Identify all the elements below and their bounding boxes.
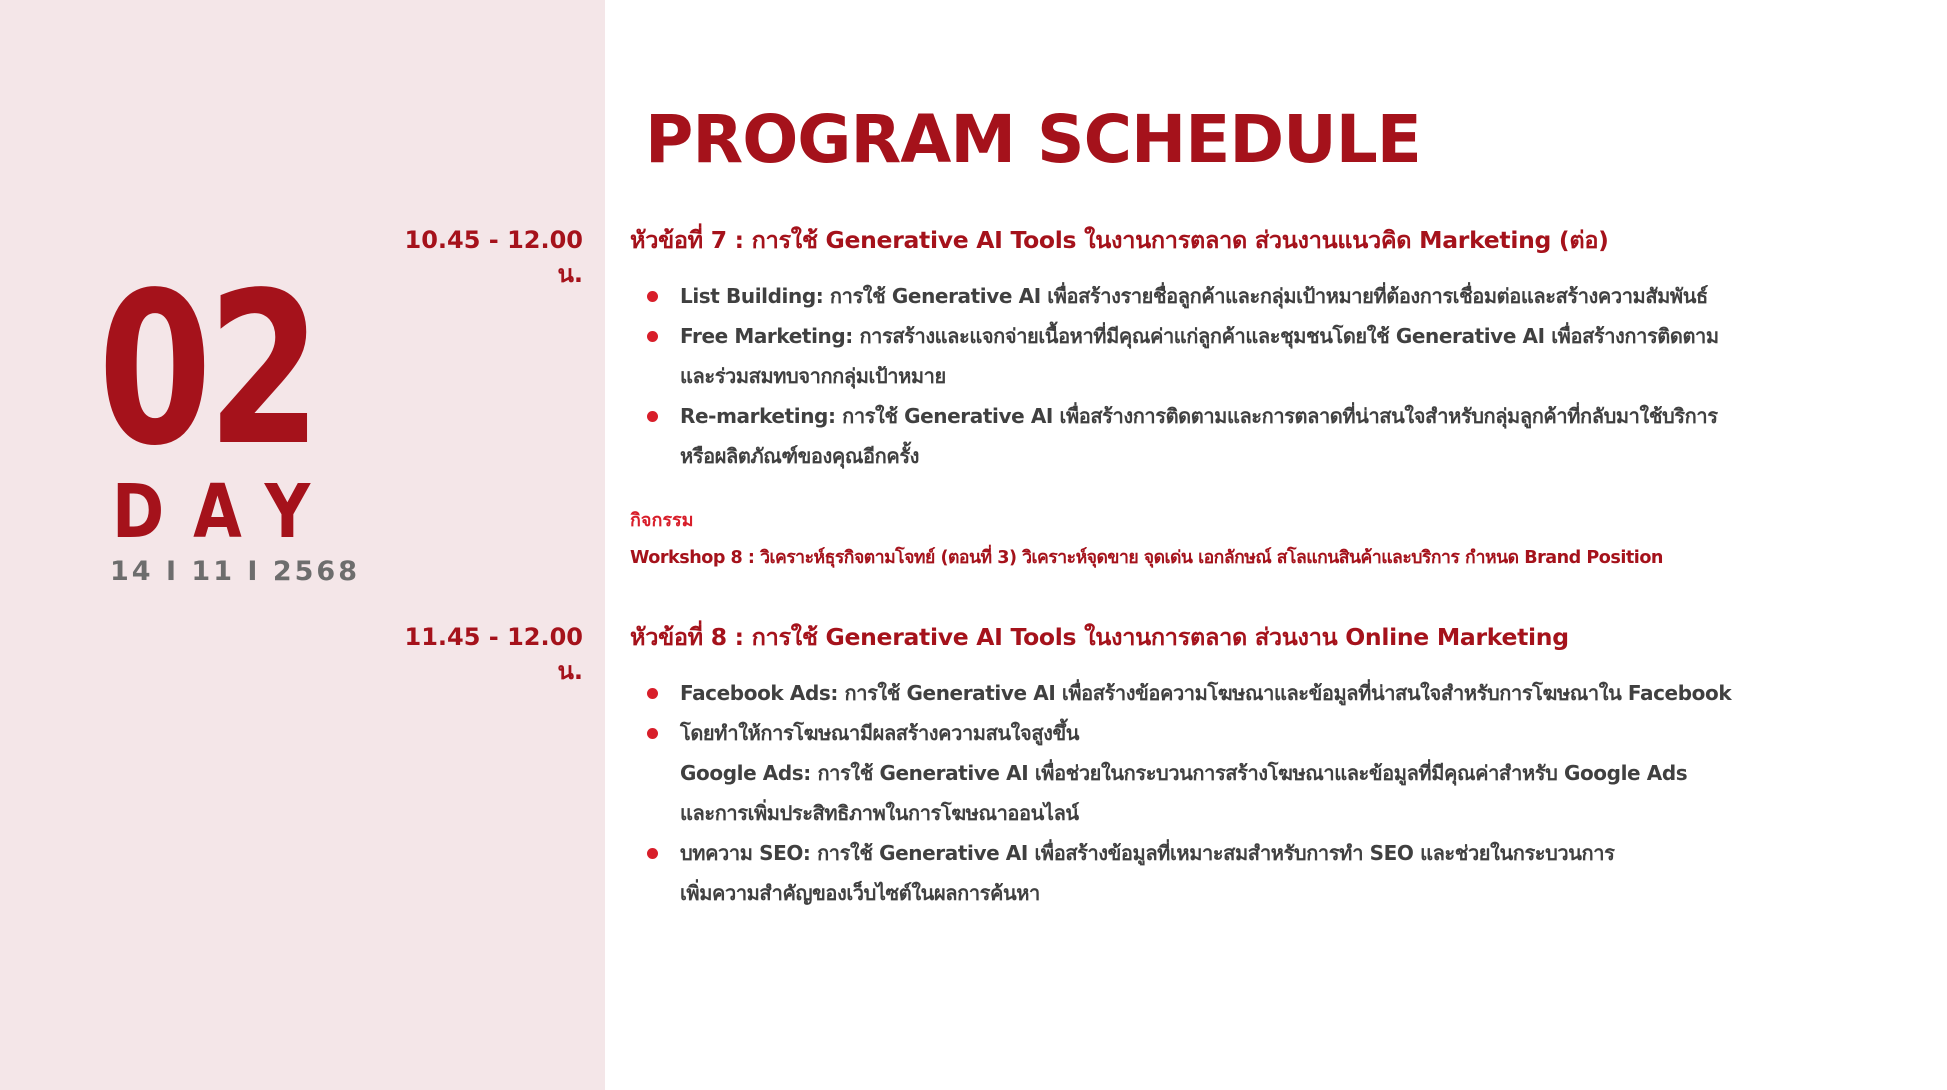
day-label: DAY	[112, 469, 340, 555]
bullet-text: Facebook Ads: การใช้ Generative AI เพื่อสร้างข้อความโฆษณาและข้อมูลที่น่าสนใจสำหรับการโฆษณาใน Facebook	[680, 681, 1732, 705]
session-bullet-list	[680, 276, 1719, 476]
session-bullet-list	[680, 673, 1731, 913]
bullet-text: โดยทำให้การโฆษณามีผลสร้างความสนใจสูงขึ้น	[680, 721, 1080, 745]
bullet-text: Re-marketing: การใช้ Generative AI เพื่อสร้างการติดตามและการตลาดที่น่าสนใจสำหรับกลุ่มลูกค้าที่กลับมาใช้บริการ	[680, 404, 1718, 428]
activity-label: กิจกรรม	[630, 510, 694, 531]
bullet-dot-icon	[647, 688, 658, 699]
bullet-item	[680, 276, 1719, 316]
bullet-text-continued: หรือผลิตภัณฑ์ของคุณอีกครั้ง	[680, 444, 920, 468]
bullet-dot-icon	[647, 848, 658, 859]
bullet-item	[680, 316, 1719, 396]
bullet-text: Free Marketing: การสร้างและแจกจ่ายเนื้อหาที่มีคุณค่าแก่ลูกค้าและชุมชนโดยใช้ Generative AI เพื่อสร้างการติดตาม	[680, 324, 1719, 348]
page-title: PROGRAM SCHEDULE	[645, 101, 1421, 178]
bullet-dot-icon	[647, 411, 658, 422]
bullet-item	[680, 833, 1731, 913]
day-number: 02	[98, 247, 317, 492]
bullet-text-continued: Google Ads: การใช้ Generative AI เพื่อช่วยในกระบวนการสร้างโฆษณาและข้อมูลที่มีคุณค่าสำหรับ Google Ads	[680, 761, 1688, 785]
bullet-text: List Building: การใช้ Generative AI เพื่อสร้างรายชื่อลูกค้าและกลุ่มเป้าหมายที่ต้องการเชื่อมต่อและสร้างความสัมพันธ์	[680, 284, 1708, 308]
bullet-text-continued: และการเพิ่มประสิทธิภาพในการโฆษณาออนไลน์	[680, 801, 1079, 825]
bullet-item	[680, 713, 1731, 833]
bullet-item	[680, 673, 1731, 713]
day-date: 14 I 11 I 2568	[110, 556, 360, 587]
session-time: 11.45 - 12.00 น.	[404, 623, 583, 685]
bullet-item	[680, 396, 1719, 476]
session-topic: หัวข้อที่ 7 : การใช้ Generative AI Tools ในงานการตลาด ส่วนงานแนวคิด Marketing (ต่อ)	[630, 226, 1609, 254]
bullet-dot-icon	[647, 291, 658, 302]
bullet-text-continued: เพิ่มความสำคัญของเว็บไซต์ในผลการค้นหา	[680, 881, 1040, 905]
session-time: 10.45 - 12.00 น.	[404, 226, 583, 288]
bullet-text: บทความ SEO: การใช้ Generative AI เพื่อสร้างข้อมูลที่เหมาะสมสำหรับการทำ SEO และช่วยในกระบวนการ	[680, 841, 1615, 865]
activity-text: Workshop 8 : วิเคราะห์ธุรกิจตามโจทย์ (ตอนที่ 3) วิเคราะห์จุดขาย จุดเด่น เอกลักษณ์ สโลแกนสินค้าและบริการ กำหนด Brand Position	[630, 548, 1663, 568]
bullet-dot-icon	[647, 728, 658, 739]
session-topic: หัวข้อที่ 8 : การใช้ Generative AI Tools ในงานการตลาด ส่วนงาน Online Marketing	[630, 623, 1569, 651]
bullet-dot-icon	[647, 331, 658, 342]
bullet-text-continued: และร่วมสมทบจากกลุ่มเป้าหมาย	[680, 364, 946, 388]
day-sidebar	[0, 0, 605, 1090]
